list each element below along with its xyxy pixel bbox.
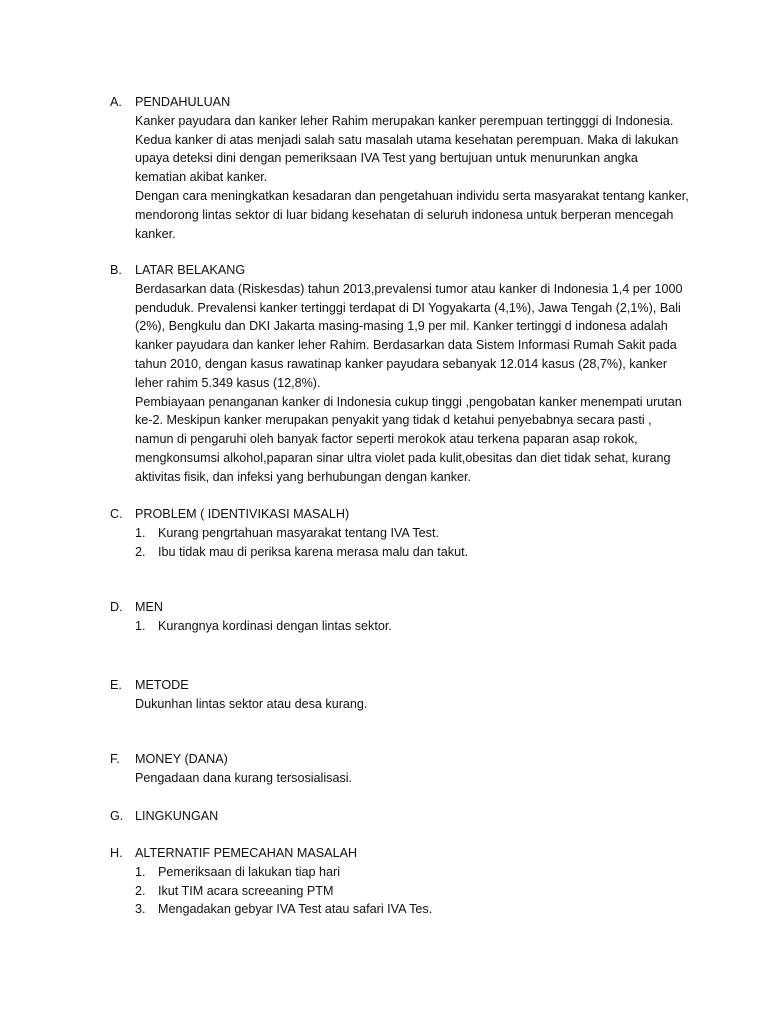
section-letter: C. xyxy=(110,507,123,521)
section-title: METODE xyxy=(135,678,189,692)
section-body xyxy=(110,112,690,244)
section-heading xyxy=(110,676,690,695)
section-problem xyxy=(110,505,690,561)
list-text: Pemeriksaan di lakukan tiap hari xyxy=(158,864,341,879)
section-heading xyxy=(110,505,690,524)
section-alternatif xyxy=(110,844,690,919)
section-pendahuluan xyxy=(110,93,690,243)
section-letter: H. xyxy=(110,846,123,860)
section-letter: B. xyxy=(110,263,122,277)
section-title: LINGKUNGAN xyxy=(135,809,219,823)
list-number: 1. xyxy=(135,525,146,540)
section-heading xyxy=(110,807,690,826)
paragraph: Pembiayaan penanganan kanker di Indonesia cukup tinggi ,pengobatan kanker menempati urutan ke-2. Meskipun kanker merupakan penyakit yang tidak d ketahui penyebabnya secara pasti , namun di pengaruhi oleh banyak factor seperti merokok atau terkena paparan asap rokok, mengkonsumsi alkohol,paparan sinar ultra violet pada kulit,obesitas dan diet tidak sehat, kurang aktivitas fisik, dan infeksi yang berhubungan dengan kanker. xyxy=(135,394,682,484)
list-item xyxy=(110,863,690,882)
section-letter: F. xyxy=(110,752,120,766)
section-metode xyxy=(110,676,690,714)
list-number: 3. xyxy=(135,902,146,917)
section-body xyxy=(110,280,690,487)
section-title: MEN xyxy=(135,600,163,614)
section-heading xyxy=(110,844,690,863)
list-number: 2. xyxy=(135,883,146,898)
paragraph: Dengan cara meningkatkan kesadaran dan pengetahuan individu serta masyarakat tentang kanker, mendorong lintas sektor di luar bidang kesehatan di seluruh indonesa untuk berperan mencegah kanker. xyxy=(135,188,689,241)
section-title: ALTERNATIF PEMECAHAN MASALAH xyxy=(135,846,358,860)
section-letter: E. xyxy=(110,678,122,692)
section-body xyxy=(110,695,690,714)
list-text: Kurangnya kordinasi dengan lintas sektor. xyxy=(158,618,392,633)
list-item xyxy=(110,617,690,636)
section-heading xyxy=(110,261,690,280)
list-item xyxy=(110,900,690,919)
section-title: PENDAHULUAN xyxy=(135,95,231,109)
list-item xyxy=(110,543,690,562)
list-number: 1. xyxy=(135,864,146,879)
paragraph: Dukunhan lintas sektor atau desa kurang. xyxy=(135,696,368,711)
section-body xyxy=(110,769,690,788)
section-money xyxy=(110,750,690,788)
section-title: PROBLEM ( IDENTIVIKASI MASALH) xyxy=(135,507,350,521)
section-heading xyxy=(110,93,690,112)
section-men xyxy=(110,598,690,636)
list-number: 2. xyxy=(135,544,146,559)
list-number: 1. xyxy=(135,618,146,633)
paragraph: Kanker payudara dan kanker leher Rahim merupakan kanker perempuan tertingggi di Indonesia. Kedua kanker di atas menjadi salah satu masalah utama kesehatan perempuan. Maka di lakukan upaya deteksi dini dengan pemeriksaan IVA Test yang bertujuan untuk menurunkan angka kematian akibat kanker. xyxy=(135,113,679,185)
section-letter: A. xyxy=(110,95,122,109)
list-text: Mengadakan gebyar IVA Test atau safari IVA Tes. xyxy=(158,902,433,917)
section-lingkungan xyxy=(110,807,690,826)
list-text: Kurang pengrtahuan masyarakat tentang IVA Test. xyxy=(158,525,439,540)
section-latar-belakang xyxy=(110,261,690,487)
section-title: MONEY (DANA) xyxy=(135,752,228,766)
numbered-list xyxy=(110,863,690,919)
list-item xyxy=(110,882,690,901)
section-title: LATAR BELAKANG xyxy=(135,263,246,277)
list-text: Ibu tidak mau di periksa karena merasa malu dan takut. xyxy=(158,544,469,559)
paragraph: Pengadaan dana kurang tersosialisasi. xyxy=(135,770,353,785)
numbered-list xyxy=(110,524,690,562)
section-heading xyxy=(110,750,690,769)
list-item xyxy=(110,524,690,543)
section-letter: D. xyxy=(110,600,123,614)
section-letter: G. xyxy=(110,809,124,823)
list-text: Ikut TIM acara screeaning PTM xyxy=(158,883,334,898)
section-heading xyxy=(110,598,690,617)
numbered-list xyxy=(110,617,690,636)
paragraph: Berdasarkan data (Riskesdas) tahun 2013,prevalensi tumor atau kanker di Indonesia 1,4 per 1000 penduduk. Prevalensi kanker tertinggi terdapat di DI Yogyakarta (4,1%), Jawa Tengah (2,1%), Bali (2%), Bengkulu dan DKI Jakarta masing-masing 1,9 per mil. Kanker tertinggi d indonesa adalah kanker payudara dan kanker leher Rahim. Berdasarkan data Sistem Informasi Rumah Sakit pada tahun 2010, dengan kasus rawatinap kanker payudara sebanyak 12.014 kasus (28,7%), kanker leher rahim 5.349 kasus (12,8%). xyxy=(135,281,683,390)
